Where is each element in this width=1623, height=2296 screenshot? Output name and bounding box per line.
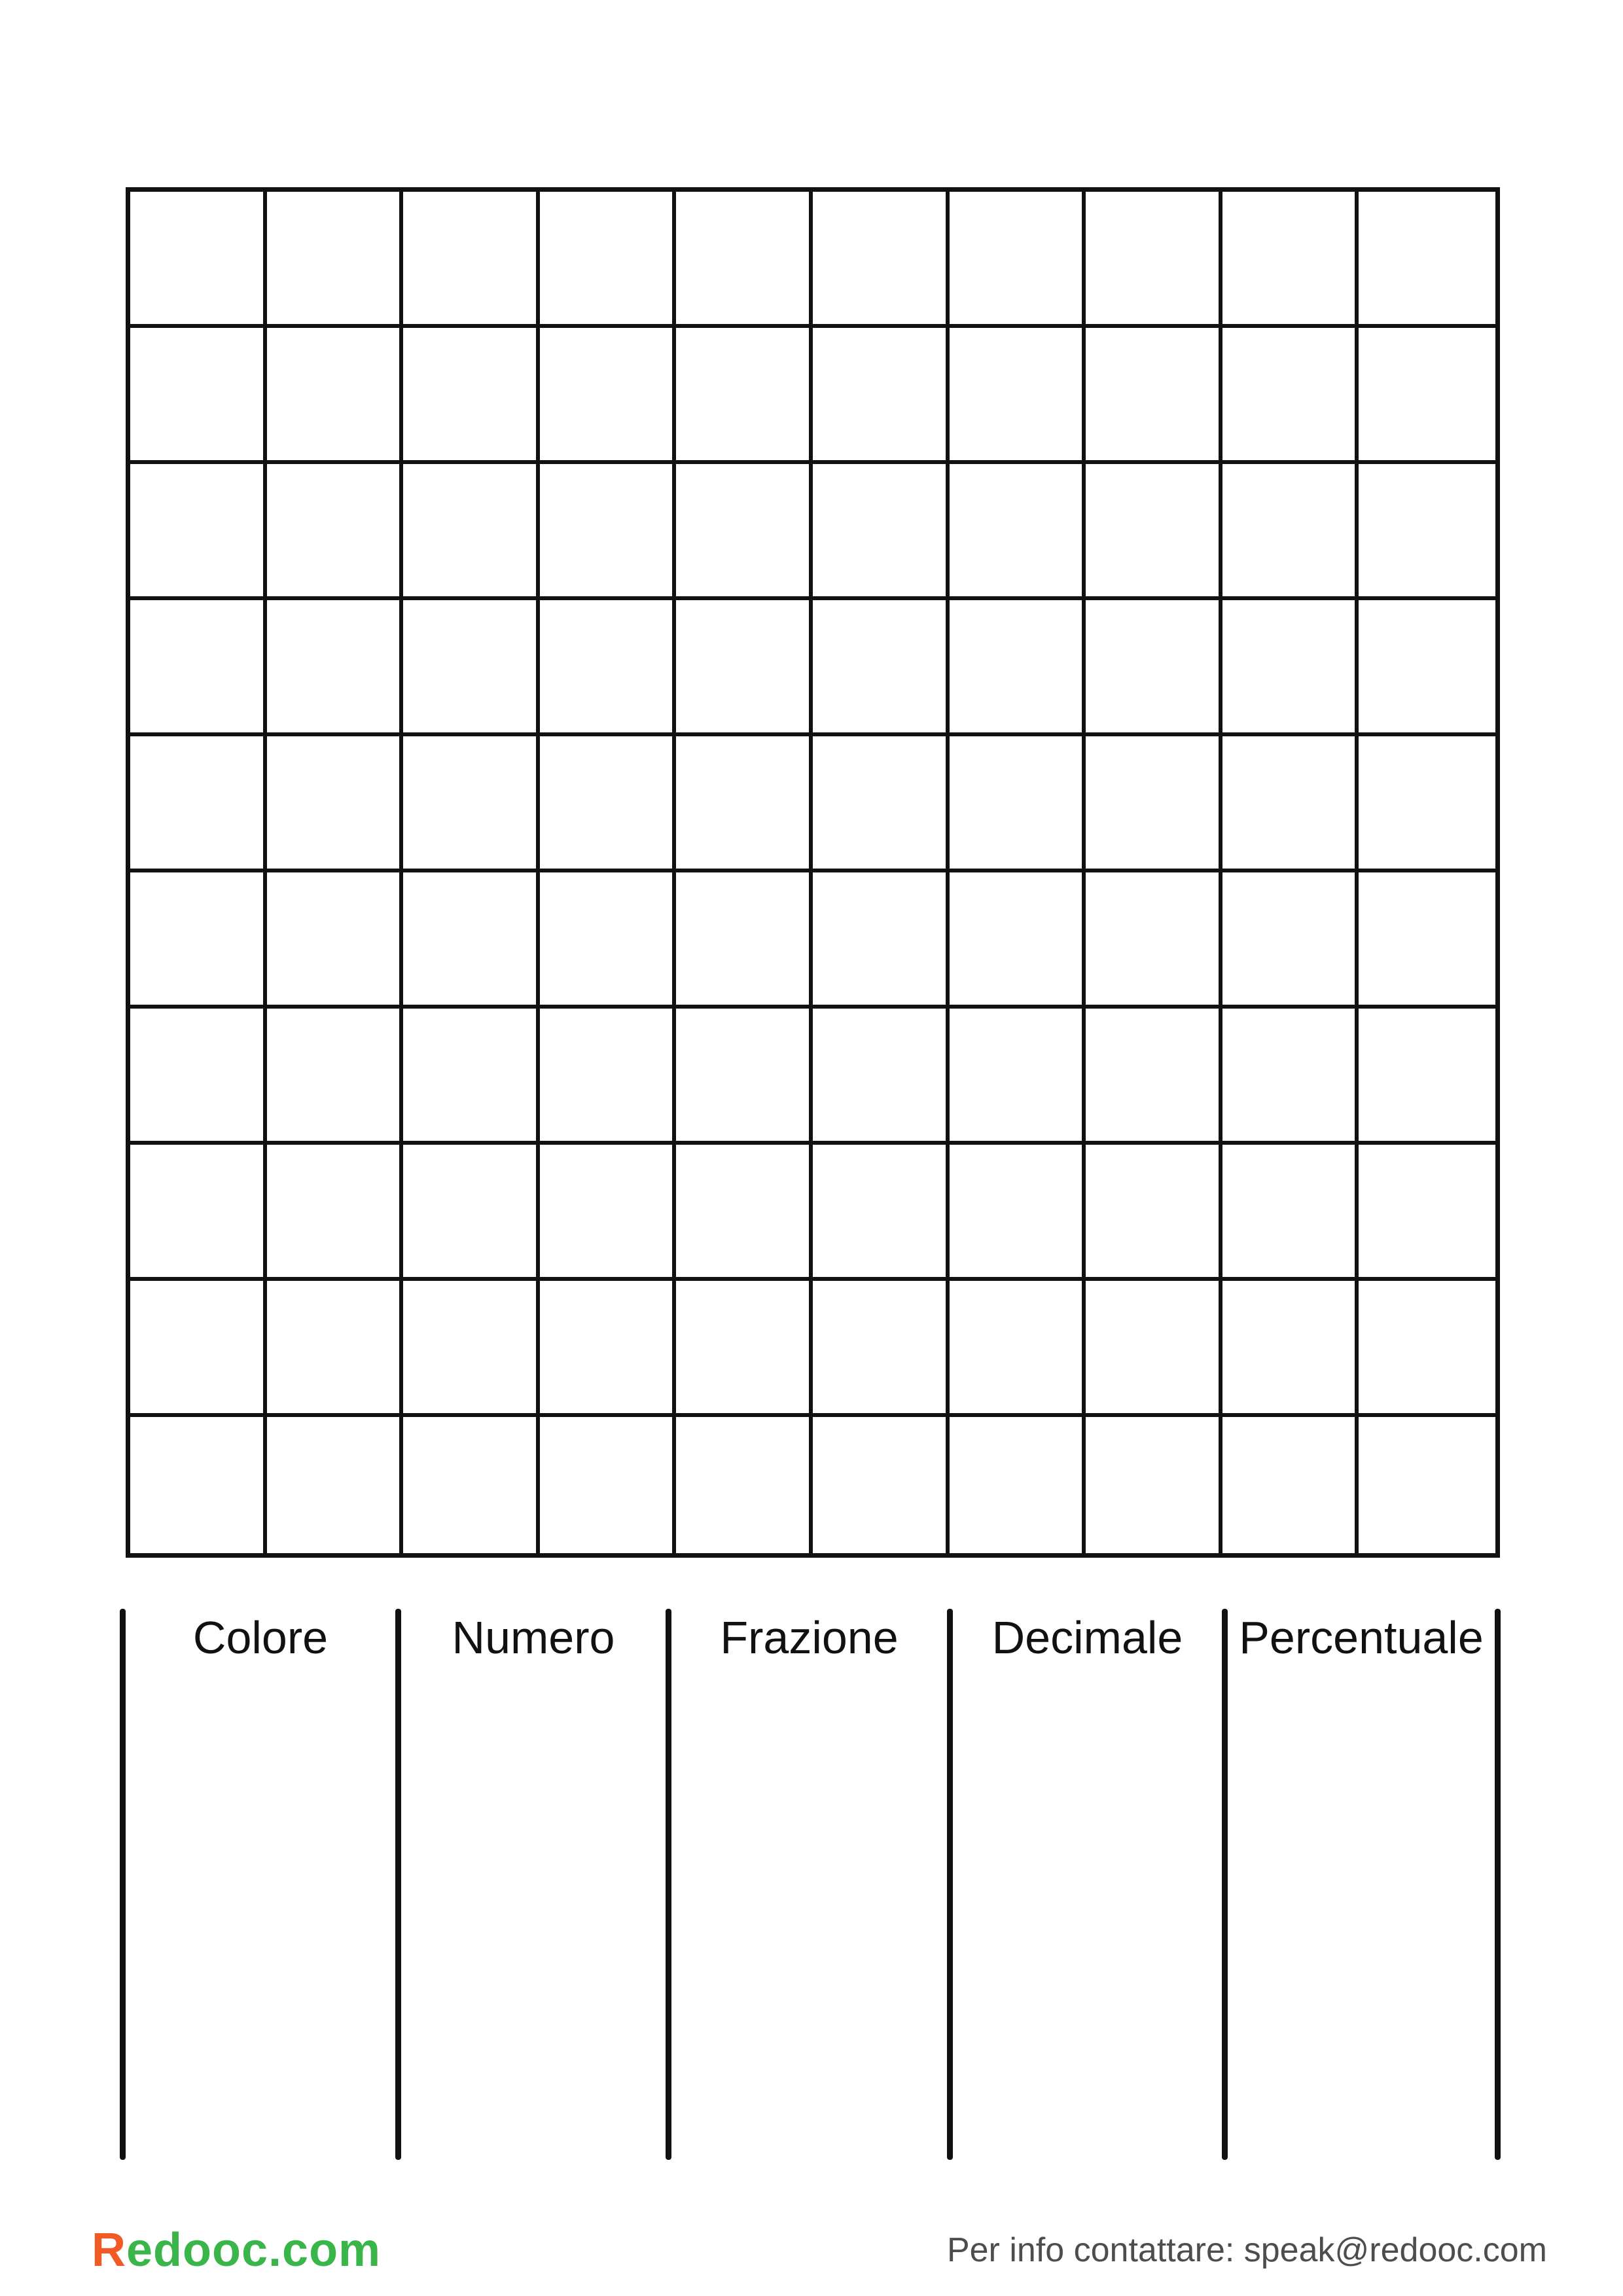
- grid-cell[interactable]: [403, 1145, 540, 1281]
- grid-cell[interactable]: [1222, 1281, 1359, 1417]
- grid-cell[interactable]: [267, 1009, 404, 1145]
- grid-cell[interactable]: [1086, 736, 1222, 872]
- grid-cell[interactable]: [813, 1145, 950, 1281]
- column-divider: [666, 1609, 671, 2160]
- grid-cell[interactable]: [1086, 1009, 1222, 1145]
- grid-cell[interactable]: [1359, 192, 1495, 328]
- grid-cell[interactable]: [403, 600, 540, 736]
- column-divider: [947, 1609, 953, 2160]
- grid-cell[interactable]: [267, 1145, 404, 1281]
- grid-cell[interactable]: [540, 464, 677, 600]
- grid-cell[interactable]: [950, 464, 1086, 600]
- grid-cell[interactable]: [130, 464, 267, 600]
- grid-cell[interactable]: [267, 1417, 404, 1553]
- grid-cell[interactable]: [540, 872, 677, 1009]
- grid-cell[interactable]: [267, 192, 404, 328]
- grid-cell[interactable]: [130, 192, 267, 328]
- grid-cell[interactable]: [813, 1009, 950, 1145]
- grid-cell[interactable]: [950, 1009, 1086, 1145]
- grid-cell[interactable]: [1086, 1417, 1222, 1553]
- grid-cell[interactable]: [403, 1417, 540, 1553]
- grid-cell[interactable]: [813, 872, 950, 1009]
- grid-cell[interactable]: [813, 1417, 950, 1553]
- column-divider: [120, 1609, 126, 2160]
- grid-cell[interactable]: [130, 1145, 267, 1281]
- grid-cell[interactable]: [403, 1281, 540, 1417]
- grid-cell[interactable]: [1086, 600, 1222, 736]
- grid-cell[interactable]: [1086, 872, 1222, 1009]
- grid-cell[interactable]: [1359, 1009, 1495, 1145]
- grid-cell[interactable]: [1222, 328, 1359, 464]
- grid-cell[interactable]: [267, 464, 404, 600]
- grid-cell[interactable]: [1359, 1145, 1495, 1281]
- grid-cell[interactable]: [813, 328, 950, 464]
- grid-cell[interactable]: [676, 1417, 813, 1553]
- grid-cell[interactable]: [130, 1281, 267, 1417]
- grid-cell[interactable]: [813, 464, 950, 600]
- header-colore: Colore: [192, 1612, 329, 1663]
- grid-cell[interactable]: [950, 328, 1086, 464]
- header-frazione: Frazione: [720, 1612, 899, 1663]
- grid-cell[interactable]: [130, 1417, 267, 1553]
- grid-cell[interactable]: [130, 872, 267, 1009]
- grid-cell[interactable]: [813, 192, 950, 328]
- grid-cell[interactable]: [267, 1281, 404, 1417]
- grid-cell[interactable]: [267, 872, 404, 1009]
- grid-cell[interactable]: [1222, 192, 1359, 328]
- header-numero: Numero: [452, 1612, 615, 1663]
- column-divider: [1495, 1609, 1501, 2160]
- grid-cell[interactable]: [130, 328, 267, 464]
- grid-cell[interactable]: [1359, 328, 1495, 464]
- grid-cell[interactable]: [403, 1009, 540, 1145]
- grid-cell[interactable]: [1359, 736, 1495, 872]
- grid-cell[interactable]: [403, 192, 540, 328]
- grid-cell[interactable]: [1222, 872, 1359, 1009]
- grid-cell[interactable]: [676, 1009, 813, 1145]
- grid-cell[interactable]: [676, 328, 813, 464]
- grid-cell[interactable]: [676, 872, 813, 1009]
- grid-cell[interactable]: [267, 328, 404, 464]
- grid-cell[interactable]: [676, 1145, 813, 1281]
- logo-text: edooc.com: [126, 2224, 382, 2276]
- column-divider: [395, 1609, 401, 2160]
- grid-cell[interactable]: [1359, 464, 1495, 600]
- grid-cell[interactable]: [1086, 1281, 1222, 1417]
- grid-cell[interactable]: [540, 1009, 677, 1145]
- grid-cell[interactable]: [540, 1417, 677, 1553]
- grid-cell[interactable]: [950, 600, 1086, 736]
- grid-cell[interactable]: [403, 464, 540, 600]
- grid-cell[interactable]: [403, 872, 540, 1009]
- grid-cell[interactable]: [1222, 1145, 1359, 1281]
- grid-cell[interactable]: [676, 736, 813, 872]
- grid-cell[interactable]: [1086, 464, 1222, 600]
- grid-cell[interactable]: [1086, 192, 1222, 328]
- grid-cell[interactable]: [130, 1009, 267, 1145]
- grid-cell[interactable]: [1222, 1009, 1359, 1145]
- grid-cell[interactable]: [950, 872, 1086, 1009]
- grid-cell[interactable]: [403, 328, 540, 464]
- grid-cell[interactable]: [540, 1281, 677, 1417]
- grid-cell[interactable]: [540, 192, 677, 328]
- grid-cell[interactable]: [1222, 1417, 1359, 1553]
- grid-cell[interactable]: [130, 600, 267, 736]
- grid-cell[interactable]: [1359, 872, 1495, 1009]
- grid-cell[interactable]: [813, 1281, 950, 1417]
- grid-cell[interactable]: [950, 1145, 1086, 1281]
- grid-cell[interactable]: [1359, 600, 1495, 736]
- grid-cell[interactable]: [267, 736, 404, 872]
- grid-cell[interactable]: [267, 600, 404, 736]
- grid-cell[interactable]: [1359, 1417, 1495, 1553]
- grid-cell[interactable]: [1222, 600, 1359, 736]
- grid-cell[interactable]: [1086, 1145, 1222, 1281]
- grid-cell[interactable]: [676, 600, 813, 736]
- logo-letter-r: R: [92, 2224, 126, 2276]
- grid-cell[interactable]: [813, 736, 950, 872]
- grid-cell[interactable]: [540, 1145, 677, 1281]
- grid-cell[interactable]: [1086, 328, 1222, 464]
- grid-cell[interactable]: [950, 192, 1086, 328]
- grid-cell[interactable]: [540, 328, 677, 464]
- grid-cell[interactable]: [676, 192, 813, 328]
- grid-cell[interactable]: [403, 736, 540, 872]
- grid-cell[interactable]: [950, 736, 1086, 872]
- contact-info: Per info contattare: speak@redooc.com: [946, 2231, 1547, 2269]
- grid-cell[interactable]: [950, 1281, 1086, 1417]
- header-decimale: Decimale: [991, 1612, 1183, 1663]
- redooc-logo[interactable]: [92, 2217, 381, 2283]
- grid-cell[interactable]: [540, 736, 677, 872]
- grid-cell[interactable]: [1359, 1281, 1495, 1417]
- grid-cell[interactable]: [813, 600, 950, 736]
- grid-cell[interactable]: [676, 1281, 813, 1417]
- grid-cell[interactable]: [676, 464, 813, 600]
- grid-cell[interactable]: [1222, 736, 1359, 872]
- column-divider: [1222, 1609, 1228, 2160]
- header-percentuale: Percentuale: [1239, 1612, 1484, 1663]
- grid-cell[interactable]: [950, 1417, 1086, 1553]
- grid-cell[interactable]: [130, 736, 267, 872]
- grid-cell[interactable]: [540, 600, 677, 736]
- grid-cell[interactable]: [1222, 464, 1359, 600]
- hundred-square-grid: [126, 187, 1500, 1558]
